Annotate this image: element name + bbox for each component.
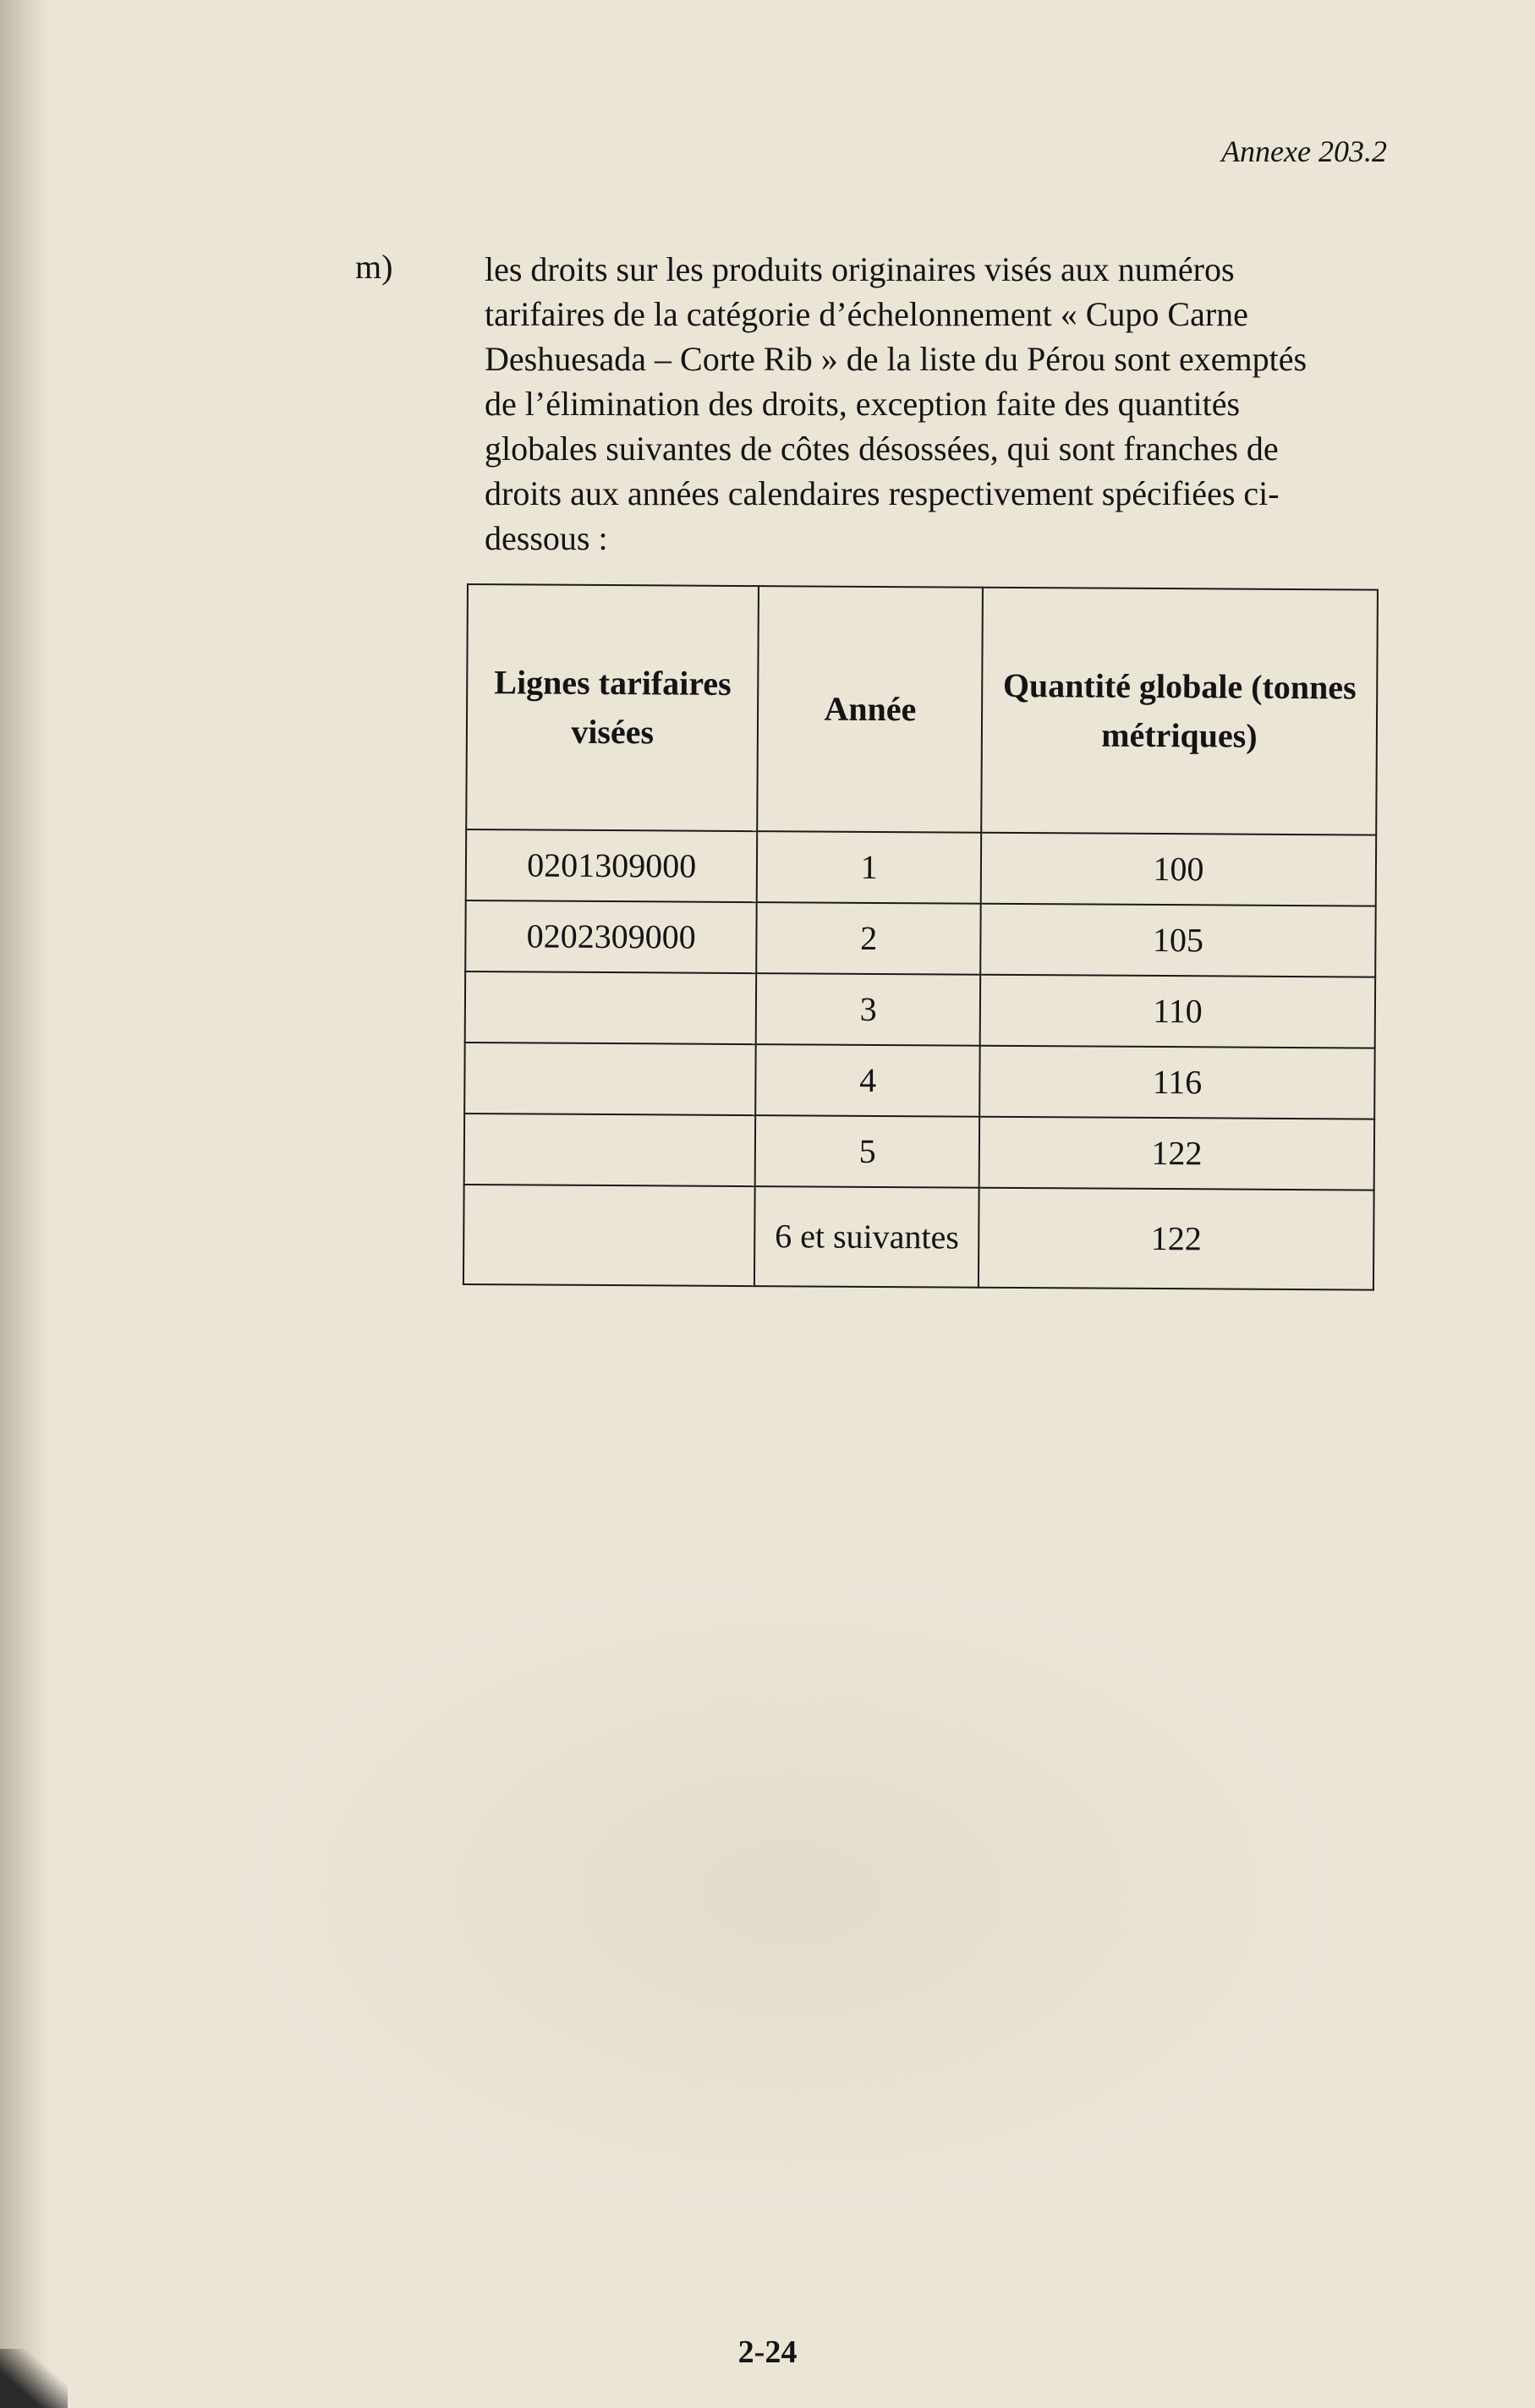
tariff-line-cell (463, 1185, 755, 1286)
page-number: 2-24 (737, 2334, 798, 2370)
table-row (465, 900, 1375, 977)
quantity-cell: 110 (980, 975, 1375, 1048)
tariff-line-cell: 0202309000 (465, 900, 757, 973)
tariff-line-cell (465, 971, 757, 1044)
table-row (463, 1185, 1374, 1290)
quota-table (463, 583, 1379, 1291)
table-header-row (466, 584, 1378, 835)
quantity-cell: 122 (979, 1188, 1374, 1290)
quantity-cell: 100 (981, 833, 1376, 906)
year-cell: 6 et suivantes (754, 1186, 979, 1288)
header-year: Année (758, 586, 983, 833)
year-cell: 3 (756, 973, 980, 1046)
year-cell: 2 (757, 902, 981, 975)
header-aggregate-quantity: Quantité globale (tonnes métriques) (981, 588, 1378, 835)
quantity-cell: 116 (979, 1046, 1374, 1119)
header-tariff-lines: Lignes tarifaires visées (466, 584, 759, 831)
year-cell: 4 (756, 1044, 980, 1117)
year-cell: 5 (755, 1115, 979, 1188)
tariff-line-cell: 0201309000 (466, 829, 758, 902)
quantity-cell: 122 (979, 1117, 1374, 1190)
item-paragraph: les droits sur les produits originaires visés aux numéros tarifaires de la catégorie d’échelonnement « Cupo Carne Deshuesada – Corte Rib » de la liste du Pérou sont exemptés de l’élimination des droits, exception faite des quantités globales suivantes de côtes désossées, qui sont franches de droits aux années calendaires respectivement spécifiées ci-dessous : (485, 250, 1307, 557)
show-through-area (220, 1564, 1362, 2224)
table-row (466, 829, 1376, 906)
page-gutter-shadow (0, 0, 51, 2408)
table-row (464, 1043, 1374, 1119)
table-row (465, 971, 1375, 1048)
tariff-line-cell (464, 1114, 756, 1186)
running-head: Annexe 203.2 (1221, 134, 1387, 168)
quantity-cell: 105 (980, 904, 1375, 977)
table-row (464, 1114, 1374, 1190)
item-marker: m) (355, 248, 393, 286)
tariff-line-cell (464, 1043, 756, 1115)
year-cell: 1 (757, 831, 981, 904)
